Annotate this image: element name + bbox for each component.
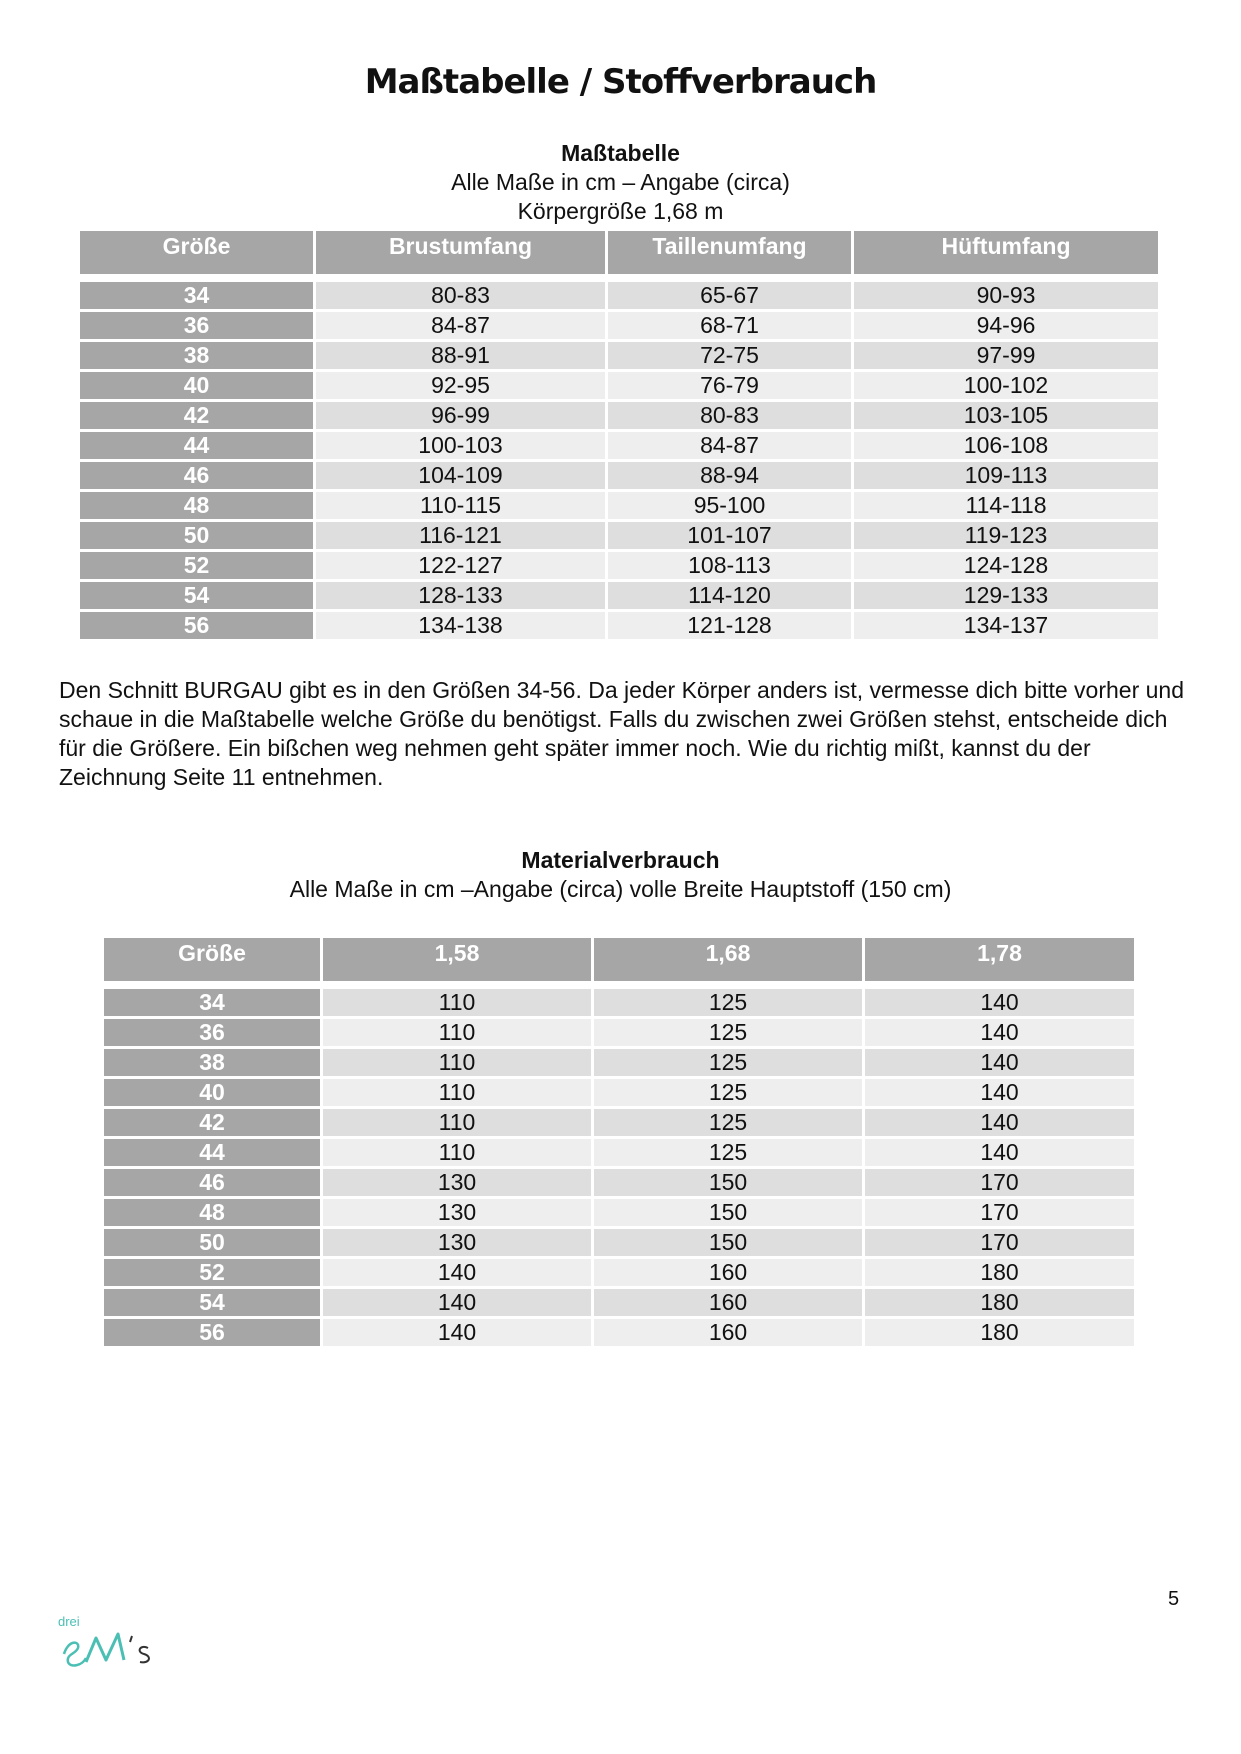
materialverbrauch-size-cell: 38 xyxy=(104,1049,320,1079)
header-hueftumfang: Hüftumfang xyxy=(854,231,1158,274)
materialverbrauch-header-row xyxy=(104,938,1134,981)
masstabelle-row xyxy=(80,462,1158,492)
materialverbrauch-value-cell: 130 xyxy=(323,1169,591,1199)
materialverbrauch-value-cell: 140 xyxy=(865,1139,1134,1169)
materialverbrauch-value-cell: 125 xyxy=(594,1049,862,1079)
materialverbrauch-value-cell: 125 xyxy=(594,1139,862,1169)
materialverbrauch-value-cell: 140 xyxy=(865,1049,1134,1079)
materialverbrauch-heading xyxy=(0,846,1241,904)
materialverbrauch-value-cell: 180 xyxy=(865,1259,1134,1289)
materialverbrauch-size-cell: 40 xyxy=(104,1079,320,1109)
masstabelle-row xyxy=(80,282,1158,312)
masstabelle-size-cell: 52 xyxy=(80,552,313,582)
logo-small-text: drei xyxy=(58,1614,80,1629)
masstabelle-value-cell: 101-107 xyxy=(608,522,851,552)
materialverbrauch-value-cell: 110 xyxy=(323,1049,591,1079)
header-brustumfang: Brustumfang xyxy=(316,231,605,274)
materialverbrauch-row xyxy=(104,1319,1134,1349)
materialverbrauch-size-cell: 50 xyxy=(104,1229,320,1259)
masstabelle-value-cell: 103-105 xyxy=(854,402,1158,432)
masstabelle-row xyxy=(80,522,1158,552)
materialverbrauch-title: Materialverbrauch xyxy=(521,847,720,873)
header-groesse: Größe xyxy=(104,938,320,981)
materialverbrauch-size-cell: 48 xyxy=(104,1199,320,1229)
masstabelle-value-cell: 124-128 xyxy=(854,552,1158,582)
masstabelle-size-cell: 38 xyxy=(80,342,313,372)
masstabelle-row xyxy=(80,552,1158,582)
materialverbrauch-value-cell: 130 xyxy=(323,1229,591,1259)
masstabelle-value-cell: 72-75 xyxy=(608,342,851,372)
materialverbrauch-subtitle: Alle Maße in cm –Angabe (circa) volle Breite Hauptstoff (150 cm) xyxy=(289,876,952,902)
masstabelle-header-row xyxy=(80,231,1158,274)
materialverbrauch-size-cell: 54 xyxy=(104,1289,320,1319)
materialverbrauch-value-cell: 150 xyxy=(594,1169,862,1199)
masstabelle-value-cell: 97-99 xyxy=(854,342,1158,372)
masstabelle-value-cell: 129-133 xyxy=(854,582,1158,612)
masstabelle-row xyxy=(80,492,1158,522)
masstabelle-value-cell: 134-138 xyxy=(316,612,605,642)
materialverbrauch-value-cell: 125 xyxy=(594,1109,862,1139)
masstabelle-size-cell: 50 xyxy=(80,522,313,552)
materialverbrauch-value-cell: 110 xyxy=(323,1019,591,1049)
materialverbrauch-value-cell: 110 xyxy=(323,989,591,1019)
materialverbrauch-row xyxy=(104,1229,1134,1259)
header-158: 1,58 xyxy=(323,938,591,981)
masstabelle-row xyxy=(80,402,1158,432)
masstabelle-value-cell: 95-100 xyxy=(608,492,851,522)
masstabelle-size-cell: 36 xyxy=(80,312,313,342)
masstabelle-value-cell: 106-108 xyxy=(854,432,1158,462)
masstabelle-size-cell: 48 xyxy=(80,492,313,522)
masstabelle-row xyxy=(80,612,1158,642)
masstabelle-value-cell: 108-113 xyxy=(608,552,851,582)
materialverbrauch-row xyxy=(104,1019,1134,1049)
materialverbrauch-value-cell: 160 xyxy=(594,1319,862,1349)
masstabelle-value-cell: 134-137 xyxy=(854,612,1158,642)
masstabelle-value-cell: 68-71 xyxy=(608,312,851,342)
masstabelle-value-cell: 84-87 xyxy=(608,432,851,462)
masstabelle-value-cell: 92-95 xyxy=(316,372,605,402)
drei-ems-logo xyxy=(56,1610,166,1670)
masstabelle-value-cell: 110-115 xyxy=(316,492,605,522)
materialverbrauch-value-cell: 125 xyxy=(594,1019,862,1049)
materialverbrauch-value-cell: 125 xyxy=(594,989,862,1019)
masstabelle-value-cell: 109-113 xyxy=(854,462,1158,492)
materialverbrauch-row xyxy=(104,989,1134,1019)
materialverbrauch-value-cell: 170 xyxy=(865,1169,1134,1199)
masstabelle-value-cell: 88-91 xyxy=(316,342,605,372)
masstabelle-value-cell: 80-83 xyxy=(608,402,851,432)
materialverbrauch-value-cell: 140 xyxy=(865,989,1134,1019)
materialverbrauch-table xyxy=(101,938,1137,1349)
masstabelle-size-cell: 42 xyxy=(80,402,313,432)
materialverbrauch-value-cell: 110 xyxy=(323,1079,591,1109)
masstabelle-size-cell: 34 xyxy=(80,282,313,312)
header-178: 1,78 xyxy=(865,938,1134,981)
materialverbrauch-size-cell: 44 xyxy=(104,1139,320,1169)
masstabelle-row xyxy=(80,342,1158,372)
masstabelle-value-cell: 114-120 xyxy=(608,582,851,612)
page-title: Maßtabelle / Stoffverbrauch xyxy=(364,62,877,102)
materialverbrauch-row xyxy=(104,1289,1134,1319)
masstabelle-value-cell: 76-79 xyxy=(608,372,851,402)
masstabelle-value-cell: 119-123 xyxy=(854,522,1158,552)
masstabelle-size-cell: 46 xyxy=(80,462,313,492)
masstabelle-value-cell: 84-87 xyxy=(316,312,605,342)
masstabelle-title: Maßtabelle xyxy=(561,140,680,166)
masstabelle-value-cell: 80-83 xyxy=(316,282,605,312)
materialverbrauch-size-cell: 56 xyxy=(104,1319,320,1349)
masstabelle-value-cell: 90-93 xyxy=(854,282,1158,312)
masstabelle-table xyxy=(77,231,1161,642)
masstabelle-value-cell: 122-127 xyxy=(316,552,605,582)
header-168: 1,68 xyxy=(594,938,862,981)
masstabelle-value-cell: 121-128 xyxy=(608,612,851,642)
materialverbrauch-row xyxy=(104,1109,1134,1139)
masstabelle-subtitle-2: Körpergröße 1,68 m xyxy=(517,198,724,224)
masstabelle-heading xyxy=(0,139,1241,226)
masstabelle-value-cell: 100-102 xyxy=(854,372,1158,402)
materialverbrauch-value-cell: 110 xyxy=(323,1109,591,1139)
masstabelle-value-cell: 88-94 xyxy=(608,462,851,492)
materialverbrauch-value-cell: 170 xyxy=(865,1199,1134,1229)
materialverbrauch-value-cell: 140 xyxy=(323,1319,591,1349)
materialverbrauch-row xyxy=(104,1259,1134,1289)
materialverbrauch-row xyxy=(104,1199,1134,1229)
masstabelle-size-cell: 54 xyxy=(80,582,313,612)
masstabelle-row xyxy=(80,432,1158,462)
masstabelle-row xyxy=(80,582,1158,612)
materialverbrauch-size-cell: 46 xyxy=(104,1169,320,1199)
masstabelle-subtitle-1: Alle Maße in cm – Angabe (circa) xyxy=(451,169,790,195)
materialverbrauch-value-cell: 180 xyxy=(865,1289,1134,1319)
header-groesse: Größe xyxy=(80,231,313,274)
page-number: 5 xyxy=(1168,1588,1180,1610)
masstabelle-size-cell: 44 xyxy=(80,432,313,462)
header-taillenumfang: Taillenumfang xyxy=(608,231,851,274)
materialverbrauch-value-cell: 110 xyxy=(323,1139,591,1169)
masstabelle-value-cell: 100-103 xyxy=(316,432,605,462)
masstabelle-size-cell: 40 xyxy=(80,372,313,402)
materialverbrauch-value-cell: 130 xyxy=(323,1199,591,1229)
masstabelle-value-cell: 116-121 xyxy=(316,522,605,552)
materialverbrauch-size-cell: 52 xyxy=(104,1259,320,1289)
masstabelle-value-cell: 128-133 xyxy=(316,582,605,612)
masstabelle-row xyxy=(80,372,1158,402)
materialverbrauch-value-cell: 170 xyxy=(865,1229,1134,1259)
materialverbrauch-value-cell: 140 xyxy=(865,1019,1134,1049)
materialverbrauch-value-cell: 150 xyxy=(594,1199,862,1229)
masstabelle-value-cell: 94-96 xyxy=(854,312,1158,342)
masstabelle-value-cell: 96-99 xyxy=(316,402,605,432)
materialverbrauch-size-cell: 34 xyxy=(104,989,320,1019)
materialverbrauch-value-cell: 180 xyxy=(865,1319,1134,1349)
materialverbrauch-value-cell: 125 xyxy=(594,1079,862,1109)
materialverbrauch-row xyxy=(104,1169,1134,1199)
materialverbrauch-row xyxy=(104,1049,1134,1079)
masstabelle-size-cell: 56 xyxy=(80,612,313,642)
masstabelle-value-cell: 65-67 xyxy=(608,282,851,312)
materialverbrauch-value-cell: 150 xyxy=(594,1229,862,1259)
materialverbrauch-size-cell: 36 xyxy=(104,1019,320,1049)
materialverbrauch-value-cell: 140 xyxy=(323,1259,591,1289)
materialverbrauch-size-cell: 42 xyxy=(104,1109,320,1139)
materialverbrauch-value-cell: 160 xyxy=(594,1289,862,1319)
materialverbrauch-value-cell: 140 xyxy=(865,1109,1134,1139)
masstabelle-value-cell: 104-109 xyxy=(316,462,605,492)
materialverbrauch-value-cell: 140 xyxy=(865,1079,1134,1109)
materialverbrauch-value-cell: 160 xyxy=(594,1259,862,1289)
materialverbrauch-row xyxy=(104,1139,1134,1169)
materialverbrauch-row xyxy=(104,1079,1134,1109)
masstabelle-value-cell: 114-118 xyxy=(854,492,1158,522)
materialverbrauch-value-cell: 140 xyxy=(323,1289,591,1319)
masstabelle-row xyxy=(80,312,1158,342)
info-paragraph: Den Schnitt BURGAU gibt es in den Größen 34-56. Da jeder Körper anders ist, vermesse dich bitte vorher und schaue in die Maßtabelle welche Größe du benötigst. Falls du zwischen zwei Größen stehst, entscheide dich für die Größere. Ein bißchen weg nehmen geht später immer noch. Wie du richtig mißt, kannst du der Zeichnung Seite 11 entnehmen. xyxy=(59,677,1184,790)
